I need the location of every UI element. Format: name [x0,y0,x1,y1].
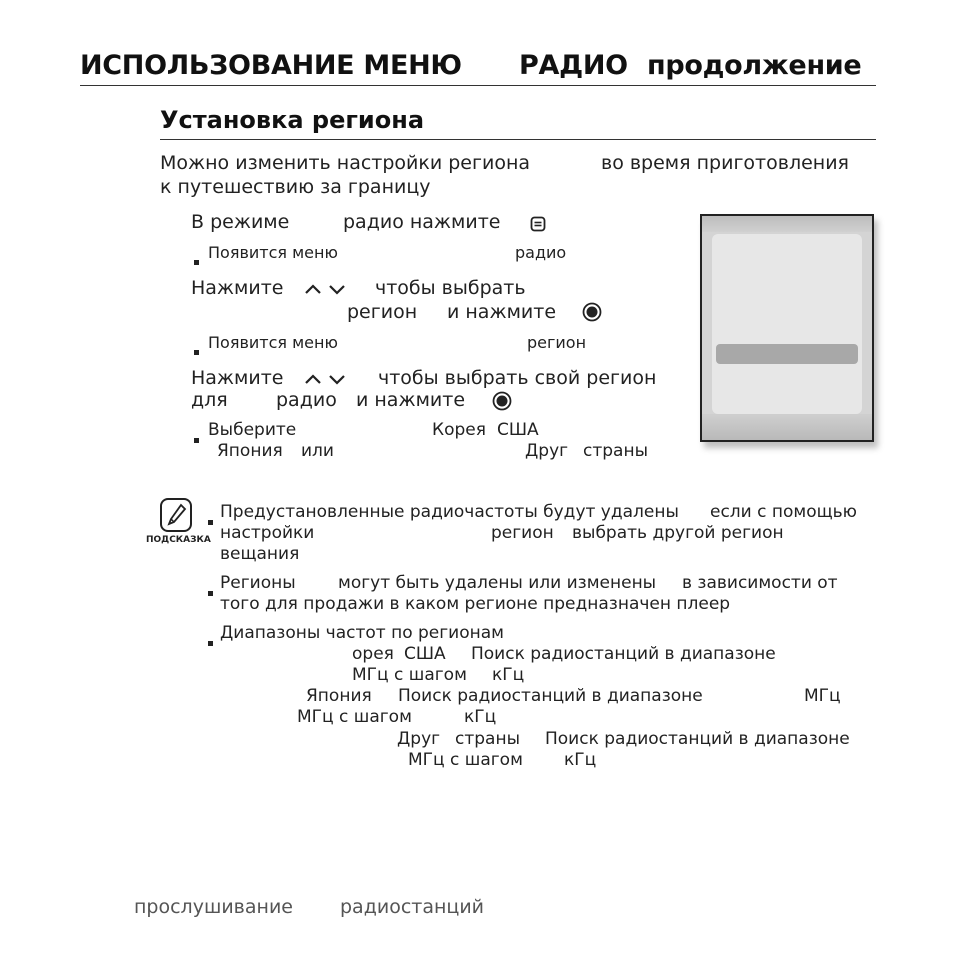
tip3-l1: Диапазоны частот по регионам [220,623,504,643]
tip2-l1a: Регионы [220,573,296,593]
step3-text-b: чтобы выбрать свой регион [378,367,657,389]
select-button-icon [492,391,512,411]
tip3-l5b: кГц [464,707,497,727]
tip3-l5a: МГц с шагом [297,707,412,727]
tip3-l2b: США [404,644,446,664]
step1-text-a: В режиме [191,211,290,233]
step3-note-b: Корея [432,420,486,440]
tip2-l1b: могут быть удалены или изменены [338,573,657,593]
tip1-l2c: выбрать другой регион [572,523,784,543]
tip3-l7b: кГц [564,750,597,770]
section-rule [160,139,876,140]
step2-text-c: регион [347,301,418,323]
section-title: Установка региона [160,106,425,134]
screen-top-strip [702,216,872,232]
device-screen [700,214,874,442]
step3-text-d: радио [276,389,337,411]
tip2-l1c: в зависимости от [682,573,838,593]
tip3-l6b: страны [455,729,520,749]
up-down-arrows-icon [304,282,350,296]
tip3-l4b: Поиск радиостанций в диапазоне [398,686,703,706]
tip-pencil-icon [160,498,192,532]
tip-label: ПОДСКАЗКА [146,535,211,545]
tip1-l3: вещания [220,544,300,564]
screen-highlight-bar [716,344,858,364]
bullet [194,250,199,269]
tip3-l3b: кГц [492,665,525,685]
step3-note-e: или [301,441,334,461]
bullet [208,581,213,600]
tip1-l2a: настройки [220,523,315,543]
tip3-l2c: Поиск радиостанций в диапазоне [471,644,776,664]
footer-text-b: радиостанций [340,896,485,918]
tip3-l4c: МГц [804,686,841,706]
tip3-l6a: Друг [397,729,441,749]
tip1-l1a: Предустановленные радиочастоты будут удалены [220,502,679,522]
step2-note-a: Появится меню [208,333,338,352]
step3-text-c: для [191,389,228,411]
tip3-l7a: МГц с шагом [408,750,523,770]
header-continued: продолжение [647,50,862,81]
step3-note-d: Япония [217,441,283,461]
menu-button-icon [530,216,546,232]
bullet [208,631,213,650]
step1-note-b: радио [515,243,567,262]
screen-bottom-strip [702,414,872,440]
footer-text-a: прослушивание [134,896,293,918]
step2-text-a: Нажмите [191,277,284,299]
intro-line2: к путешествию за границу [160,176,431,198]
header-section: РАДИО [519,50,628,81]
tip3-l6c: Поиск радиостанций в диапазоне [545,729,850,749]
step1-text-b: радио нажмите [343,211,501,233]
bullet [194,340,199,359]
tip3-l3a: МГц с шагом [352,665,467,685]
intro-line1a: Можно изменить настройки региона [160,152,531,174]
tip1-l1b: если с помощью [710,502,857,522]
tip3-l4a: Япония [306,686,372,706]
bullet [194,428,199,447]
header-rule [80,85,876,86]
tip1-l2b: регион [491,523,554,543]
step3-note-f: Друг [525,441,569,461]
step3-note-a: Выберите [208,420,297,440]
step2-note-b: регион [527,333,587,352]
step1-note-a: Появится меню [208,243,338,262]
screen-menu-panel [712,234,862,414]
step3-text-e: и нажмите [356,389,466,411]
step3-text-a: Нажмите [191,367,284,389]
step2-text-b: чтобы выбрать [375,277,526,299]
intro-line1b: во время приготовления [601,152,849,174]
select-button-icon [582,302,602,322]
tip2-l2: того для продажи в каком регионе предназначен плеер [220,594,731,614]
header-title: ИСПОЛЬЗОВАНИЕ МЕНЮ [80,50,462,81]
step3-note-g: страны [583,441,648,461]
up-down-arrows-icon [304,372,350,386]
tip3-l2a: орея [352,644,394,664]
step2-text-d: и нажмите [447,301,557,323]
step3-note-c: США [497,420,539,440]
bullet [208,510,213,529]
